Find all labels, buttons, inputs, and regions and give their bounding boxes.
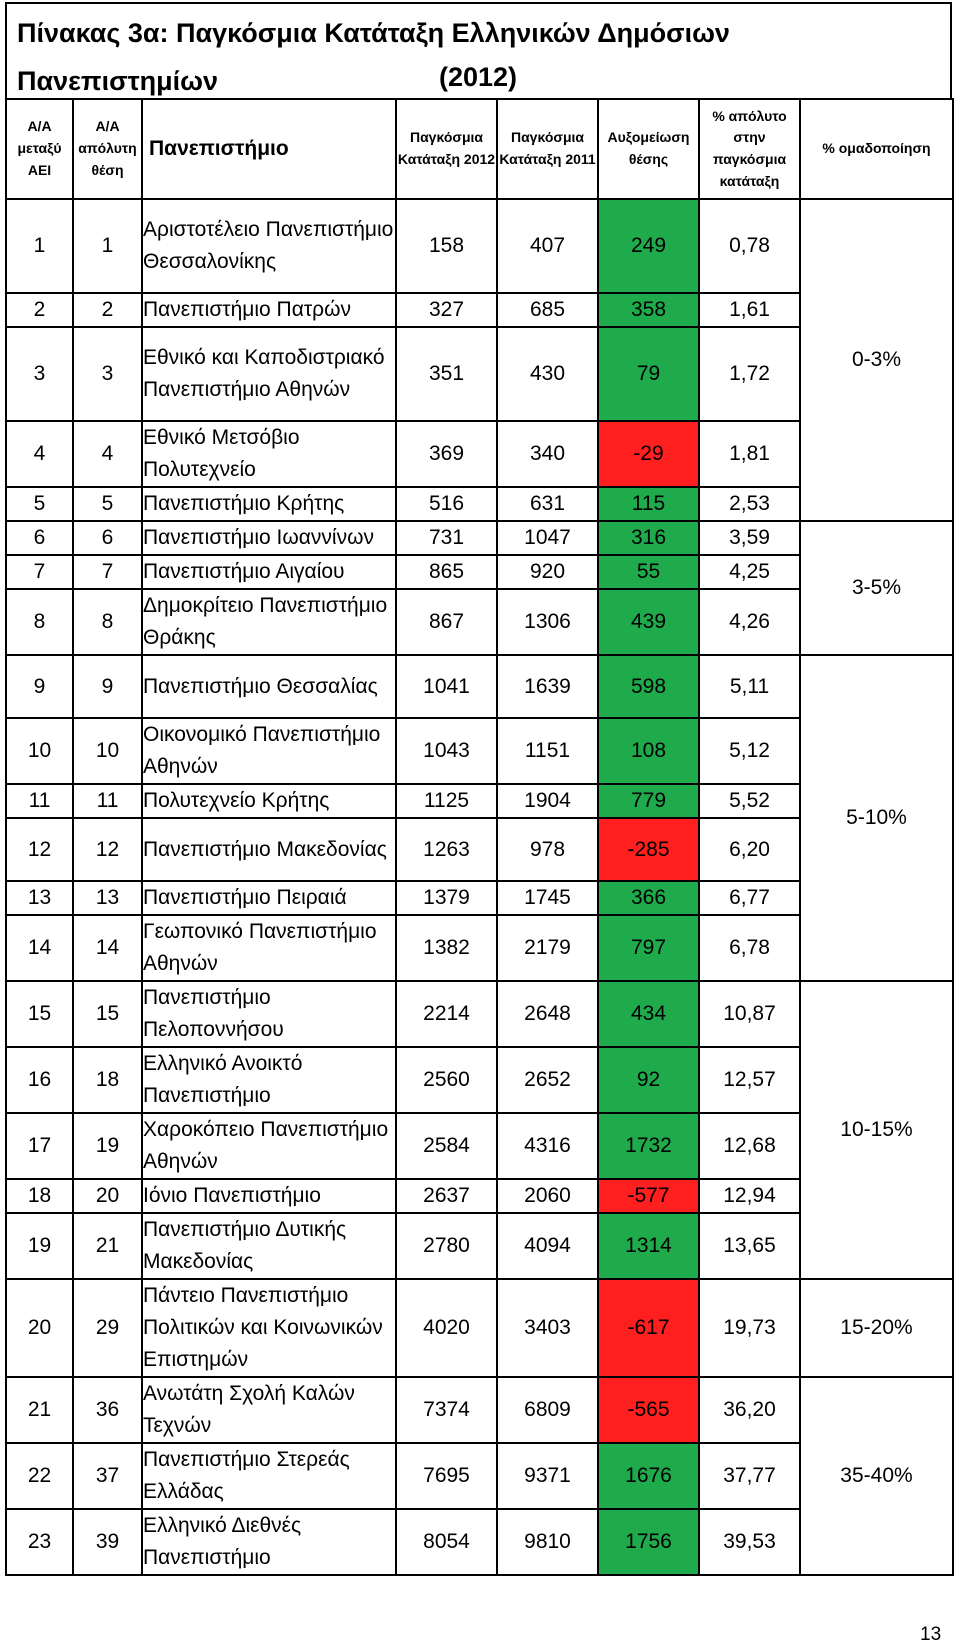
rank-2011-cell: 430 bbox=[497, 327, 598, 421]
rank-abs-cell: 36 bbox=[73, 1377, 142, 1443]
pct-abs-cell: 12,94 bbox=[699, 1179, 800, 1213]
rank-abs-cell: 5 bbox=[73, 487, 142, 521]
rank-abs-cell: 37 bbox=[73, 1443, 142, 1509]
rank-abs-cell: 19 bbox=[73, 1113, 142, 1179]
table-title-line2: Πανεπιστημίων bbox=[17, 66, 218, 96]
change-cell: 55 bbox=[598, 555, 699, 589]
pct-abs-cell: 6,20 bbox=[699, 818, 800, 881]
pct-abs-cell: 3,59 bbox=[699, 521, 800, 555]
rank-2011-cell: 9810 bbox=[497, 1509, 598, 1575]
university-name-cell: Πανεπιστήμιο Κρήτης bbox=[142, 487, 396, 521]
pct-abs-cell: 37,77 bbox=[699, 1443, 800, 1509]
pct-abs-cell: 12,57 bbox=[699, 1047, 800, 1113]
rank-2012-cell: 327 bbox=[396, 293, 497, 327]
university-name-cell: Πανεπιστήμιο Αιγαίου bbox=[142, 555, 396, 589]
pct-abs-cell: 36,20 bbox=[699, 1377, 800, 1443]
page-number: 13 bbox=[920, 1624, 942, 1645]
pct-abs-cell: 39,53 bbox=[699, 1509, 800, 1575]
rank-abs-cell: 15 bbox=[73, 981, 142, 1047]
change-cell: -617 bbox=[598, 1279, 699, 1377]
rank-2011-cell: 2648 bbox=[497, 981, 598, 1047]
rank-2011-cell: 6809 bbox=[497, 1377, 598, 1443]
rank-abs-cell: 18 bbox=[73, 1047, 142, 1113]
rank-aei-cell: 18 bbox=[6, 1179, 73, 1213]
change-cell: -577 bbox=[598, 1179, 699, 1213]
rank-aei-cell: 21 bbox=[6, 1377, 73, 1443]
pct-abs-cell: 12,68 bbox=[699, 1113, 800, 1179]
change-cell: 439 bbox=[598, 589, 699, 655]
university-name-cell: Ελληνικό Ανοικτό Πανεπιστήμιο bbox=[142, 1047, 396, 1113]
rank-abs-cell: 29 bbox=[73, 1279, 142, 1377]
pct-abs-cell: 5,52 bbox=[699, 784, 800, 818]
rank-abs-cell: 1 bbox=[73, 199, 142, 293]
table-row bbox=[6, 1279, 953, 1377]
change-cell: 79 bbox=[598, 327, 699, 421]
rank-2011-cell: 2179 bbox=[497, 915, 598, 981]
change-cell: 1314 bbox=[598, 1213, 699, 1279]
rank-2012-cell: 158 bbox=[396, 199, 497, 293]
rank-2012-cell: 2214 bbox=[396, 981, 497, 1047]
rank-2011-cell: 920 bbox=[497, 555, 598, 589]
rank-2012-cell: 865 bbox=[396, 555, 497, 589]
change-cell: 1676 bbox=[598, 1443, 699, 1509]
rank-abs-cell: 9 bbox=[73, 655, 142, 718]
header-rank-2011: Παγκόσμια Κατάταξη 2011 bbox=[497, 99, 598, 199]
header-pct-abs: % απόλυτο στην παγκόσμια κατάταξη bbox=[699, 99, 800, 199]
change-cell: 366 bbox=[598, 881, 699, 915]
university-name-cell: Δημοκρίτειο Πανεπιστήμιο Θράκης bbox=[142, 589, 396, 655]
change-cell: 358 bbox=[598, 293, 699, 327]
university-name-cell: Οικονομικό Πανεπιστήμιο Αθηνών bbox=[142, 718, 396, 784]
rank-abs-cell: 13 bbox=[73, 881, 142, 915]
rank-aei-cell: 7 bbox=[6, 555, 73, 589]
group-cell: 10-15% bbox=[800, 981, 953, 1279]
university-name-cell: Εθνικό Μετσόβιο Πολυτεχνείο bbox=[142, 421, 396, 487]
rank-2011-cell: 2060 bbox=[497, 1179, 598, 1213]
rank-aei-cell: 2 bbox=[6, 293, 73, 327]
university-name-cell: Πανεπιστήμιο Πειραιά bbox=[142, 881, 396, 915]
pct-abs-cell: 0,78 bbox=[699, 199, 800, 293]
header-university: Πανεπιστήμιο bbox=[142, 99, 396, 199]
rank-abs-cell: 21 bbox=[73, 1213, 142, 1279]
pct-abs-cell: 6,78 bbox=[699, 915, 800, 981]
change-cell: 316 bbox=[598, 521, 699, 555]
change-cell: 598 bbox=[598, 655, 699, 718]
university-name-cell: Γεωπονικό Πανεπιστήμιο Αθηνών bbox=[142, 915, 396, 981]
rank-aei-cell: 19 bbox=[6, 1213, 73, 1279]
rank-abs-cell: 4 bbox=[73, 421, 142, 487]
rank-2011-cell: 1047 bbox=[497, 521, 598, 555]
title-box bbox=[5, 2, 952, 98]
group-cell: 35-40% bbox=[800, 1377, 953, 1575]
rank-2012-cell: 8054 bbox=[396, 1509, 497, 1575]
change-cell: 434 bbox=[598, 981, 699, 1047]
rank-2012-cell: 4020 bbox=[396, 1279, 497, 1377]
rank-2012-cell: 2560 bbox=[396, 1047, 497, 1113]
pct-abs-cell: 2,53 bbox=[699, 487, 800, 521]
rank-abs-cell: 39 bbox=[73, 1509, 142, 1575]
rank-aei-cell: 23 bbox=[6, 1509, 73, 1575]
rank-2011-cell: 1745 bbox=[497, 881, 598, 915]
rank-abs-cell: 11 bbox=[73, 784, 142, 818]
rank-2011-cell: 1904 bbox=[497, 784, 598, 818]
rank-2011-cell: 978 bbox=[497, 818, 598, 881]
rank-2011-cell: 631 bbox=[497, 487, 598, 521]
rank-abs-cell: 2 bbox=[73, 293, 142, 327]
university-name-cell: Πανεπιστήμιο Μακεδονίας bbox=[142, 818, 396, 881]
ranking-table-body bbox=[6, 199, 953, 1575]
change-cell: -29 bbox=[598, 421, 699, 487]
rank-2011-cell: 9371 bbox=[497, 1443, 598, 1509]
pct-abs-cell: 19,73 bbox=[699, 1279, 800, 1377]
university-name-cell: Πάντειο Πανεπιστήμιο Πολιτικών και Κοινωνικών Επιστημών bbox=[142, 1279, 396, 1377]
university-name-cell: Αριστοτέλειο Πανεπιστήμιο Θεσσαλονίκης bbox=[142, 199, 396, 293]
table-row bbox=[6, 981, 953, 1047]
rank-aei-cell: 4 bbox=[6, 421, 73, 487]
rank-aei-cell: 11 bbox=[6, 784, 73, 818]
pct-abs-cell: 4,25 bbox=[699, 555, 800, 589]
group-cell: 5-10% bbox=[800, 655, 953, 981]
ranking-table bbox=[5, 98, 954, 1576]
header-aa-abs: Α/Α απόλυτη θέση bbox=[73, 99, 142, 199]
rank-2012-cell: 867 bbox=[396, 589, 497, 655]
change-cell: 115 bbox=[598, 487, 699, 521]
rank-2012-cell: 7374 bbox=[396, 1377, 497, 1443]
group-cell: 0-3% bbox=[800, 199, 953, 521]
rank-abs-cell: 12 bbox=[73, 818, 142, 881]
rank-2012-cell: 1263 bbox=[396, 818, 497, 881]
header-change: Αυξομείωση θέσης bbox=[598, 99, 699, 199]
rank-2012-cell: 7695 bbox=[396, 1443, 497, 1509]
university-name-cell: Πανεπιστήμιο Πατρών bbox=[142, 293, 396, 327]
university-name-cell: Πανεπιστήμιο Δυτικής Μακεδονίας bbox=[142, 1213, 396, 1279]
university-name-cell: Ιόνιο Πανεπιστήμιο bbox=[142, 1179, 396, 1213]
university-name-cell: Πολυτεχνείο Κρήτης bbox=[142, 784, 396, 818]
change-cell: 108 bbox=[598, 718, 699, 784]
rank-aei-cell: 20 bbox=[6, 1279, 73, 1377]
pct-abs-cell: 5,12 bbox=[699, 718, 800, 784]
rank-aei-cell: 3 bbox=[6, 327, 73, 421]
header-row bbox=[6, 99, 953, 199]
rank-2011-cell: 1639 bbox=[497, 655, 598, 718]
university-name-cell: Πανεπιστήμιο Πελοποννήσου bbox=[142, 981, 396, 1047]
table-row bbox=[6, 1377, 953, 1443]
table-row bbox=[6, 655, 953, 718]
rank-aei-cell: 1 bbox=[6, 199, 73, 293]
pct-abs-cell: 6,77 bbox=[699, 881, 800, 915]
header-aa-aei: Α/Α μεταξύ ΑΕΙ bbox=[6, 99, 73, 199]
table-row bbox=[6, 199, 953, 293]
change-cell: 1756 bbox=[598, 1509, 699, 1575]
rank-2012-cell: 2584 bbox=[396, 1113, 497, 1179]
change-cell: 797 bbox=[598, 915, 699, 981]
rank-2011-cell: 685 bbox=[497, 293, 598, 327]
rank-aei-cell: 15 bbox=[6, 981, 73, 1047]
rank-aei-cell: 8 bbox=[6, 589, 73, 655]
rank-aei-cell: 9 bbox=[6, 655, 73, 718]
rank-2012-cell: 2780 bbox=[396, 1213, 497, 1279]
pct-abs-cell: 4,26 bbox=[699, 589, 800, 655]
rank-2011-cell: 3403 bbox=[497, 1279, 598, 1377]
rank-aei-cell: 16 bbox=[6, 1047, 73, 1113]
rank-2011-cell: 1151 bbox=[497, 718, 598, 784]
university-name-cell: Πανεπιστήμιο Στερεάς Ελλάδας bbox=[142, 1443, 396, 1509]
rank-aei-cell: 5 bbox=[6, 487, 73, 521]
header-pct-group: % ομαδοποίηση bbox=[800, 99, 953, 199]
rank-abs-cell: 8 bbox=[73, 589, 142, 655]
rank-2012-cell: 1041 bbox=[396, 655, 497, 718]
rank-2012-cell: 2637 bbox=[396, 1179, 497, 1213]
university-name-cell: Πανεπιστήμιο Θεσσαλίας bbox=[142, 655, 396, 718]
university-name-cell: Ανωτάτη Σχολή Καλών Τεχνών bbox=[142, 1377, 396, 1443]
rank-2011-cell: 1306 bbox=[497, 589, 598, 655]
rank-abs-cell: 14 bbox=[73, 915, 142, 981]
pct-abs-cell: 5,11 bbox=[699, 655, 800, 718]
change-cell: 249 bbox=[598, 199, 699, 293]
header-rank-2012: Παγκόσμια Κατάταξη 2012 bbox=[396, 99, 497, 199]
table-row bbox=[6, 521, 953, 555]
rank-aei-cell: 17 bbox=[6, 1113, 73, 1179]
pct-abs-cell: 1,81 bbox=[699, 421, 800, 487]
change-cell: -285 bbox=[598, 818, 699, 881]
table-title-line1: Πίνακας 3α: Παγκόσμια Κατάταξη Ελληνικών Δημόσιων bbox=[17, 18, 730, 48]
rank-aei-cell: 12 bbox=[6, 818, 73, 881]
rank-abs-cell: 10 bbox=[73, 718, 142, 784]
university-name-cell: Χαροκόπειο Πανεπιστήμιο Αθηνών bbox=[142, 1113, 396, 1179]
university-name-cell: Ελληνικό Διεθνές Πανεπιστήμιο bbox=[142, 1509, 396, 1575]
change-cell: 779 bbox=[598, 784, 699, 818]
change-cell: 1732 bbox=[598, 1113, 699, 1179]
rank-2012-cell: 1043 bbox=[396, 718, 497, 784]
rank-abs-cell: 6 bbox=[73, 521, 142, 555]
group-cell: 15-20% bbox=[800, 1279, 953, 1377]
university-name-cell: Πανεπιστήμιο Ιωαννίνων bbox=[142, 521, 396, 555]
rank-2012-cell: 1125 bbox=[396, 784, 497, 818]
pct-abs-cell: 1,61 bbox=[699, 293, 800, 327]
pct-abs-cell: 13,65 bbox=[699, 1213, 800, 1279]
rank-abs-cell: 3 bbox=[73, 327, 142, 421]
rank-2012-cell: 516 bbox=[396, 487, 497, 521]
rank-abs-cell: 20 bbox=[73, 1179, 142, 1213]
rank-2012-cell: 1379 bbox=[396, 881, 497, 915]
table-title-year: (2012) bbox=[439, 62, 518, 92]
university-name-cell: Εθνικό και Καποδιστριακό Πανεπιστήμιο Αθηνών bbox=[142, 327, 396, 421]
rank-2011-cell: 2652 bbox=[497, 1047, 598, 1113]
pct-abs-cell: 1,72 bbox=[699, 327, 800, 421]
rank-2011-cell: 4316 bbox=[497, 1113, 598, 1179]
rank-2011-cell: 340 bbox=[497, 421, 598, 487]
rank-2012-cell: 369 bbox=[396, 421, 497, 487]
rank-abs-cell: 7 bbox=[73, 555, 142, 589]
rank-aei-cell: 14 bbox=[6, 915, 73, 981]
rank-2012-cell: 351 bbox=[396, 327, 497, 421]
rank-2012-cell: 731 bbox=[396, 521, 497, 555]
rank-aei-cell: 13 bbox=[6, 881, 73, 915]
change-cell: -565 bbox=[598, 1377, 699, 1443]
group-cell: 3-5% bbox=[800, 521, 953, 655]
rank-aei-cell: 22 bbox=[6, 1443, 73, 1509]
rank-aei-cell: 10 bbox=[6, 718, 73, 784]
pct-abs-cell: 10,87 bbox=[699, 981, 800, 1047]
rank-2011-cell: 407 bbox=[497, 199, 598, 293]
change-cell: 92 bbox=[598, 1047, 699, 1113]
rank-2011-cell: 4094 bbox=[497, 1213, 598, 1279]
rank-2012-cell: 1382 bbox=[396, 915, 497, 981]
rank-aei-cell: 6 bbox=[6, 521, 73, 555]
